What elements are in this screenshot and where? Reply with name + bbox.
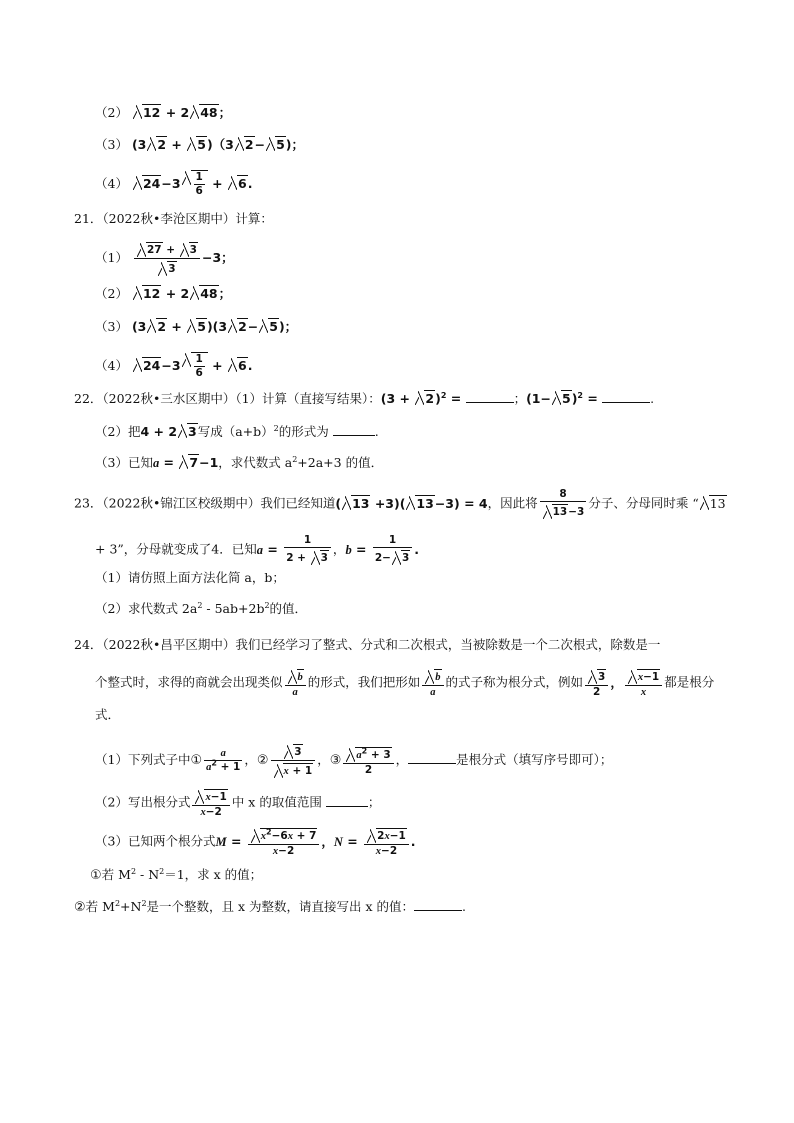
q21-item-2: （2） 12 + 2 48； [95,283,231,303]
q23-line-2: + 3”，分母就变成了4．已知a = $\frac{1}{2 + 3}$ ，b = $\frac{1}{2- 3}$ . [95,534,420,564]
prev-item-2: （2） 12 + 2 48； [95,102,231,122]
question-24-header: 24．（2022秋•昌平区期中）我们已经学习了整式、分式和二次根式，当被除数是一个二次根式，除数是一 [74,637,661,652]
answer-blank[interactable] [333,423,375,436]
answer-blank[interactable] [408,751,456,764]
q22-item-3: （3）已知a = 7−1，求代数式 $a^2+2a+3$ 的值． [95,452,383,472]
q24-item-2: （2）写出根分式 $\frac{x-1}{x-2}$ 中 x 的取值范围 ； [95,787,380,819]
q23-item-1: （1）请仿照上面方法化简 a，b； [95,570,285,585]
answer-blank[interactable] [414,898,462,911]
question-21-header: 21．（2022秋•李沧区期中）计算： [74,211,273,226]
q24-item-1: （1）下列式子中① $\frac{a}{a^2 + 1}$ ，② $\frac{3}{x + 1}$ ，③ $\frac{a^2 + 3}{2}$ ， 是根分式（填写序号即可）； [95,742,612,779]
q23-item-2: （2）求代数式 $2a^2 - 5ab+2b^2$的值． [95,600,308,616]
prev-item-3: （3） (3 2 + 5)（3 2− 5)； [95,134,304,154]
q21-item-4: （4） 24−3 $\frac{1}{6}$ + 6. [95,350,252,380]
q24-line-2: 个整式时，求得的商就会出现类似 $\frac{b}{a}$ 的形式，我们把形如 $\frac{b}{a}$ 的式子称为根分式，例如 $\frac{3}{2}$ ， $\frac{x-1}{x}$ 都是根分 [95,667,714,699]
question-23-header: 23．（2022秋•锦江区校级期中）我们已经知道( 13 +3)( 13−3) = 4，因此将 $\frac{8}{13-3}$ 分子、分母同时乘 “ 13 [74,488,726,518]
q24-sub-2: ②若 $M^2+N^2$是一个整数，且 x 为整数，请直接写出 x 的值： . [74,898,467,915]
q24-sub-1: ①若 $M^2 - N^2=1$，求 x 的值； [90,866,263,883]
answer-blank[interactable] [326,794,368,807]
q24-item-3: （3）已知两个根分式M = $\frac{x^2-6x + 7}{x-2}$ ，N = $\frac{2x-1}{x-2}$ . [95,827,416,857]
q21-item-3: （3） (3 2 + 5)(3 2− 5)； [95,316,297,336]
q24-line-3: 式． [95,707,121,722]
q22-item-2: （2）把4 + 2 3写成$(a+b)^2$的形式为 . [95,421,379,441]
q21-item-1: （1） $\frac{27 + 3}{3}$ −3； [95,240,234,277]
answer-blank[interactable] [466,390,514,403]
answer-blank[interactable] [602,390,650,403]
prev-item-4: （4） 24−3 $\frac{1}{6}$ + 6. [95,168,252,198]
question-22-header: 22．（2022秋•三水区期中）（1）计算（直接写结果）：$(3 + 2)^2$ = ；$(1- 5)^2$ = . [74,388,654,408]
